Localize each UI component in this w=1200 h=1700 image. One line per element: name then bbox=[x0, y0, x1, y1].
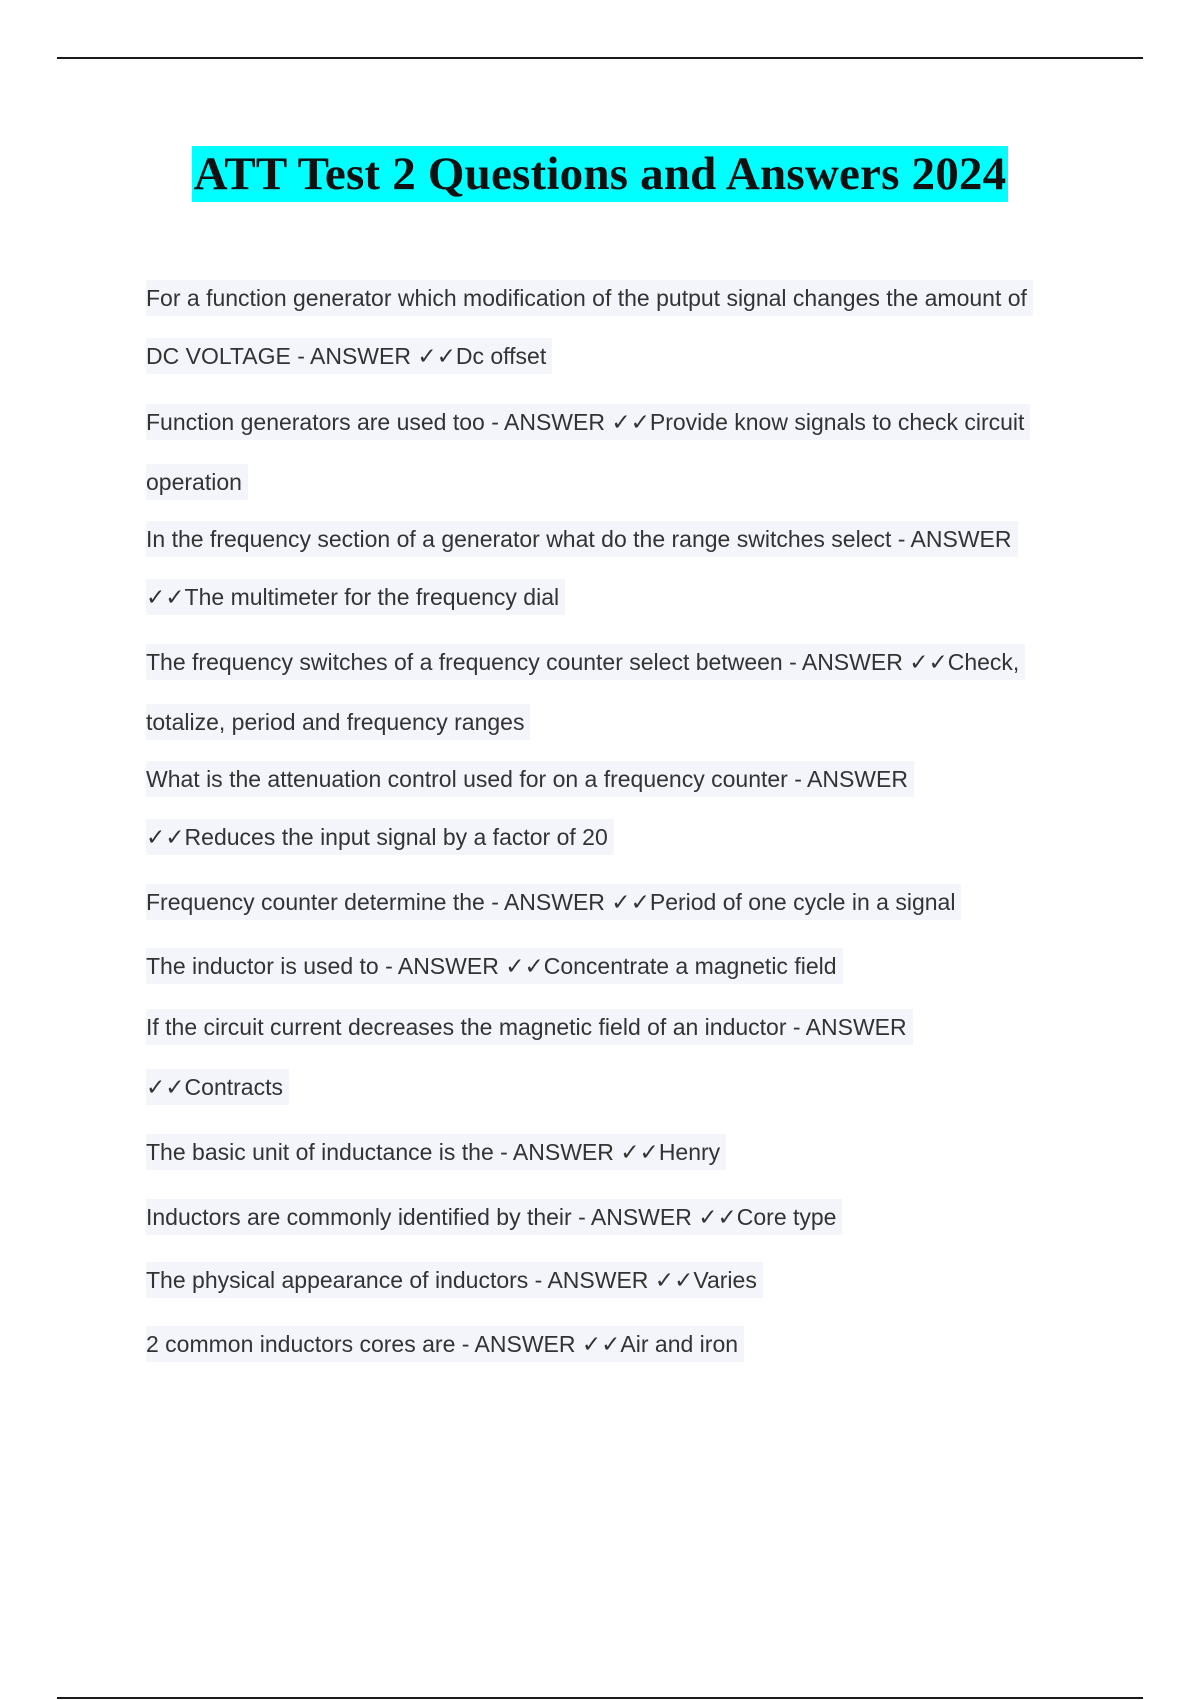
qa-line: In the frequency section of a generator what do the range switches select - ANSWER bbox=[146, 521, 1018, 557]
title-container bbox=[0, 146, 1200, 202]
qa-line: For a function generator which modification of the putput signal changes the amount of bbox=[146, 280, 1033, 316]
qa-line: The physical appearance of inductors - ANSWER ✓✓Varies bbox=[146, 1262, 763, 1298]
qa-line: operation bbox=[146, 464, 248, 500]
qa-line: ✓✓Reduces the input signal by a factor of 20 bbox=[146, 819, 614, 855]
qa-line: ✓✓The multimeter for the frequency dial bbox=[146, 579, 565, 615]
qa-line: The basic unit of inductance is the - ANSWER ✓✓Henry bbox=[146, 1134, 726, 1170]
qa-line: What is the attenuation control used for on a frequency counter - ANSWER bbox=[146, 761, 914, 797]
bottom-rule bbox=[57, 1697, 1143, 1699]
qa-line: DC VOLTAGE - ANSWER ✓✓Dc offset bbox=[146, 338, 552, 374]
qa-line: The inductor is used to - ANSWER ✓✓Concentrate a magnetic field bbox=[146, 948, 843, 984]
top-rule bbox=[57, 57, 1143, 59]
qa-line: totalize, period and frequency ranges bbox=[146, 704, 530, 740]
page-title: ATT Test 2 Questions and Answers 2024 bbox=[193, 148, 1007, 200]
qa-line: The frequency switches of a frequency counter select between - ANSWER ✓✓Check, bbox=[146, 644, 1025, 680]
qa-line: ✓✓Contracts bbox=[146, 1069, 289, 1105]
qa-line: Frequency counter determine the - ANSWER ✓✓Period of one cycle in a signal bbox=[146, 884, 961, 920]
qa-line: Inductors are commonly identified by their - ANSWER ✓✓Core type bbox=[146, 1199, 842, 1235]
qa-line: 2 common inductors cores are - ANSWER ✓✓Air and iron bbox=[146, 1326, 744, 1362]
qa-line: Function generators are used too - ANSWER ✓✓Provide know signals to check circuit bbox=[146, 404, 1030, 440]
qa-line: If the circuit current decreases the magnetic field of an inductor - ANSWER bbox=[146, 1009, 913, 1045]
